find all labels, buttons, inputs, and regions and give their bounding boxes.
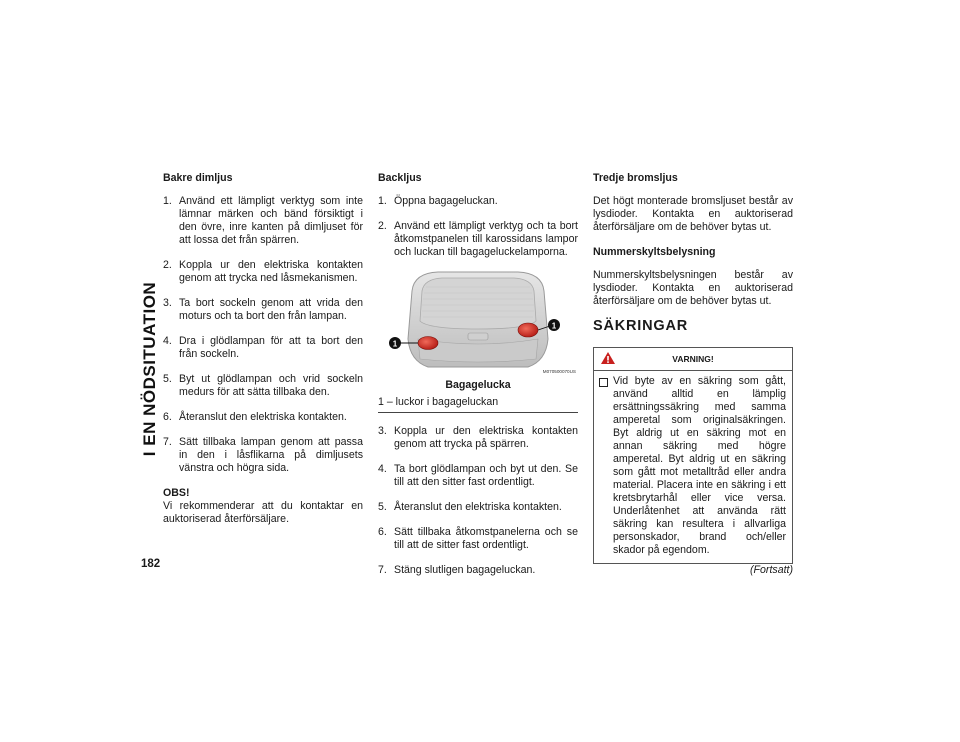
step-number: 5. (163, 373, 172, 385)
fog-light-steps (163, 195, 363, 475)
warning-triangle-icon (600, 351, 616, 365)
step-number: 2. (378, 220, 387, 232)
liftgate-illustration (378, 269, 578, 377)
warning-box (593, 347, 793, 564)
step-number: 1. (378, 195, 387, 207)
warning-text: Vid byte av en säkring som gått, använd alltid en lämplig ersättningssäkring med samma amperetal som originalsäkringen. Byt aldrig ut en säkring mot en annan säkring med högre amperetal. Byt aldrig ut en säkring som gått mot metalltråd eller andra material. Placera inte en säkring i ett kretsbrytarhål eller vice versa. Underlåtenhet att använda rätt säkring kan resultera i allvarliga personskador, brand och/eller skador på egendom. (613, 375, 786, 556)
backup-light-steps-b (378, 425, 578, 577)
heading-fog-lights: Bakre dimljus (163, 172, 233, 184)
step-number: 3. (378, 425, 387, 437)
list-item (163, 436, 363, 475)
list-item (378, 463, 578, 489)
chapter-title: I EN NÖDSITUATION (140, 281, 159, 457)
step-text: Använd ett lämpligt verktyg och ta bort åtkomstpanelen till karossidans lampor och luckan till bagageluckelamporna. (394, 220, 578, 258)
list-item (163, 259, 363, 285)
step-number: 7. (378, 564, 387, 576)
section-title-fuses: SÄKRINGAR (593, 318, 689, 334)
warning-title: VARNING! (672, 353, 714, 364)
page-number: 182 (141, 558, 161, 570)
checkbox-bullet-icon (599, 378, 608, 387)
step-number: 4. (163, 335, 172, 347)
backup-light-steps-a (378, 195, 578, 259)
heading-third-brake-light: Tredje bromsljus (593, 172, 678, 184)
step-text: Koppla ur den elektriska kontakten genom att trycka på spärren. (394, 425, 578, 450)
list-item (163, 373, 363, 399)
step-text: Sätt tillbaka lampan genom att passa in den i låsflikarna på dimljusets vänstra och högra sida. (179, 436, 363, 474)
step-text: Byt ut glödlampan och vrid sockeln medurs för att sätta tillbaka den. (179, 373, 363, 398)
step-number: 4. (378, 463, 387, 475)
column-brake-fuses (593, 172, 793, 577)
step-text: Stäng slutligen bagageluckan. (394, 564, 536, 576)
step-text: Öppna bagageluckan. (394, 195, 498, 207)
step-text: Återanslut den elektriska kontakten. (394, 501, 562, 513)
note-text: Vi rekommenderar att du kontaktar en auktoriserad återförsäljare. (163, 500, 363, 525)
list-item (378, 220, 578, 259)
figure-caption: Bagagelucka (445, 379, 511, 391)
list-item (378, 425, 578, 451)
step-text: Återanslut den elektriska kontakten. (179, 411, 347, 423)
list-item (163, 195, 363, 247)
step-number: 6. (163, 411, 172, 423)
step-text: Koppla ur den elektriska kontakten genom att trycka ned låsmekanismen. (179, 259, 363, 284)
step-number: 3. (163, 297, 172, 309)
list-item (378, 501, 578, 514)
liftgate-figure (378, 269, 578, 377)
column-fog-lights (163, 172, 363, 538)
warning-body (594, 371, 792, 563)
third-brake-light-text: Det högt monterade bromsljuset består av lysdioder. Kontakta en auktoriserad återförsäljare om de behöver bytas ut. (593, 195, 793, 233)
continued-label: (Fortsatt) (750, 564, 793, 576)
step-number: 1. (163, 195, 172, 207)
callout-right-label: 1 (551, 321, 557, 331)
step-number: 6. (378, 526, 387, 538)
warning-header (594, 348, 792, 371)
list-item (163, 411, 363, 424)
list-item (378, 195, 578, 208)
step-text: Dra i glödlampan för att ta bort den från sockeln. (179, 335, 363, 360)
figure-code: M070500070US (542, 369, 576, 374)
step-text: Ta bort sockeln genom att vrida den moturs och ta bort den från lampan. (179, 297, 363, 322)
list-item (163, 297, 363, 323)
step-number: 2. (163, 259, 172, 271)
list-item (163, 335, 363, 361)
figure-legend: 1 – luckor i bagageluckan (378, 396, 578, 413)
heading-license-plate-light: Nummerskyltsbelysning (593, 246, 716, 258)
license-plate-light-text: Nummerskyltsbelysningen består av lysdioder. Kontakta en auktoriserad återförsäljare om de behöver bytas ut. (593, 269, 793, 307)
callout-left-label: 1 (392, 339, 398, 349)
list-item (378, 526, 578, 552)
column-backup-lights (378, 172, 578, 589)
step-number: 7. (163, 436, 172, 448)
list-item (378, 564, 578, 577)
step-number: 5. (378, 501, 387, 513)
heading-backup-lights: Backljus (378, 172, 422, 184)
chapter-tab (139, 170, 161, 568)
step-text: Sätt tillbaka åtkomstpanelerna och se till att de sitter fast ordentligt. (394, 526, 578, 551)
note-heading: OBS! (163, 487, 190, 499)
step-text: Ta bort glödlampan och byt ut den. Se till att den sitter fast ordentligt. (394, 463, 578, 488)
step-text: Använd ett lämpligt verktyg som inte lämnar märken och bänd försiktigt i den övre, inre kanten på dimljuset för att lossa det från spärren. (179, 195, 363, 246)
